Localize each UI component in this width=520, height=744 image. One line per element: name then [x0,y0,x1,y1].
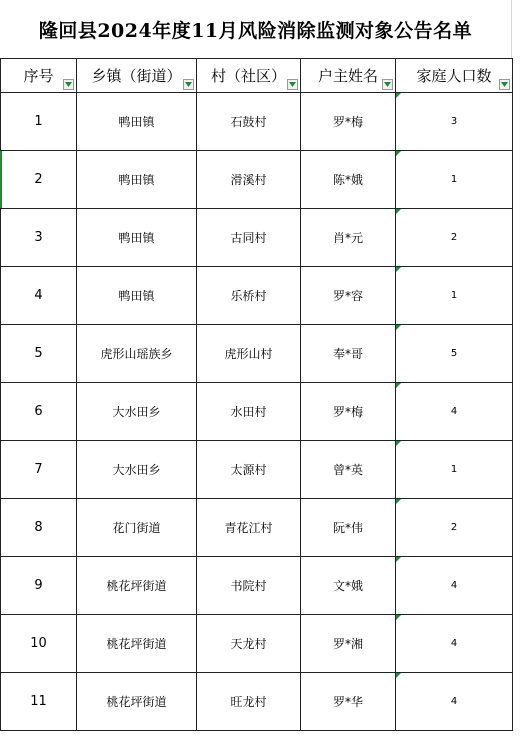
cell-marker-icon [396,499,401,504]
cell-name[interactable]: 肖*元 [301,209,396,267]
cell-village[interactable]: 石鼓村 [197,93,301,151]
table-row [1,93,513,151]
header-cell-town[interactable] [77,59,197,93]
cell-marker-icon [396,615,401,620]
cell-village[interactable]: 青花江村 [197,499,301,557]
cell-count[interactable]: 4 [396,383,513,441]
cell-village[interactable]: 太源村 [197,441,301,499]
cell-town[interactable]: 花门街道 [77,499,197,557]
cell-village[interactable]: 天龙村 [197,615,301,673]
filter-dropdown-icon[interactable] [499,79,510,90]
cell-marker-icon [396,325,401,330]
filter-dropdown-icon[interactable] [63,79,74,90]
table-body [1,93,513,731]
cell-name[interactable]: 陈*娥 [301,151,396,209]
header-label: 村（社区） [210,67,286,85]
header-label: 序号 [23,67,54,85]
cell-marker-icon [396,441,401,446]
cell-count[interactable]: 4 [396,557,513,615]
cell-marker-icon [396,267,401,272]
cell-town[interactable]: 桃花坪街道 [77,673,197,731]
cell-no[interactable]: 2 [1,151,77,209]
cell-name[interactable]: 罗*梅 [301,383,396,441]
cell-town[interactable]: 大水田乡 [77,441,197,499]
cell-village[interactable]: 古同村 [197,209,301,267]
table-row [1,383,513,441]
cell-marker-icon [396,557,401,562]
table-row [1,325,513,383]
header-cell-no[interactable] [1,59,77,93]
cell-no[interactable]: 7 [1,441,77,499]
header-label: 家庭人口数 [416,67,492,85]
cell-count[interactable]: 1 [396,441,513,499]
cell-count[interactable]: 3 [396,93,513,151]
cell-town[interactable]: 虎形山瑶族乡 [77,325,197,383]
cell-no[interactable]: 11 [1,673,77,731]
cell-marker-icon [396,673,401,678]
cell-town[interactable]: 鸭田镇 [77,209,197,267]
table-row [1,209,513,267]
cell-name[interactable]: 罗*容 [301,267,396,325]
selection-edge [0,151,2,208]
table-row [1,673,513,731]
cell-village[interactable]: 虎形山村 [197,325,301,383]
cell-town[interactable]: 桃花坪街道 [77,557,197,615]
cell-town[interactable]: 桃花坪街道 [77,615,197,673]
cell-marker-icon [396,151,401,156]
page-title: 隆回县2024年度11月风险消除监测对象公告名单 [0,0,512,58]
filter-dropdown-icon[interactable] [287,79,298,90]
table-row [1,151,513,209]
filter-dropdown-icon[interactable] [183,79,194,90]
cell-count[interactable]: 4 [396,673,513,731]
cell-no[interactable]: 8 [1,499,77,557]
cell-village[interactable]: 旺龙村 [197,673,301,731]
notice-table [0,58,513,731]
cell-town[interactable]: 大水田乡 [77,383,197,441]
filter-dropdown-icon[interactable] [382,79,393,90]
cell-no[interactable]: 3 [1,209,77,267]
header-row [1,59,513,93]
cell-no[interactable]: 1 [1,93,77,151]
cell-name[interactable]: 奉*哥 [301,325,396,383]
cell-no[interactable]: 10 [1,615,77,673]
cell-name[interactable]: 罗*湘 [301,615,396,673]
cell-count[interactable]: 2 [396,209,513,267]
table-row [1,557,513,615]
cell-village[interactable]: 书院村 [197,557,301,615]
header-label: 乡镇（街道） [91,67,182,85]
table-row [1,441,513,499]
cell-no[interactable]: 9 [1,557,77,615]
cell-marker-icon [396,209,401,214]
cell-town[interactable]: 鸭田镇 [77,151,197,209]
cell-no[interactable]: 6 [1,383,77,441]
cell-count[interactable]: 1 [396,151,513,209]
cell-name[interactable]: 文*娥 [301,557,396,615]
cell-town[interactable]: 鸭田镇 [77,267,197,325]
cell-name[interactable]: 罗*梅 [301,93,396,151]
cell-village[interactable]: 水田村 [197,383,301,441]
header-cell-village[interactable] [197,59,301,93]
cell-name[interactable]: 罗*华 [301,673,396,731]
table-row [1,615,513,673]
cell-town[interactable]: 鸭田镇 [77,93,197,151]
cell-name[interactable]: 曾*英 [301,441,396,499]
cell-marker-icon [396,383,401,388]
cell-marker-icon [396,93,401,98]
header-cell-name[interactable] [301,59,396,93]
cell-count[interactable]: 1 [396,267,513,325]
cell-count[interactable]: 4 [396,615,513,673]
header-cell-count[interactable] [396,59,513,93]
cell-no[interactable]: 4 [1,267,77,325]
cell-count[interactable]: 2 [396,499,513,557]
cell-village[interactable]: 乐桥村 [197,267,301,325]
cell-village[interactable]: 滑溪村 [197,151,301,209]
cell-no[interactable]: 5 [1,325,77,383]
header-label: 户主姓名 [317,67,378,85]
cell-name[interactable]: 阮*伟 [301,499,396,557]
table-row [1,499,513,557]
table-row [1,267,513,325]
cell-count[interactable]: 5 [396,325,513,383]
